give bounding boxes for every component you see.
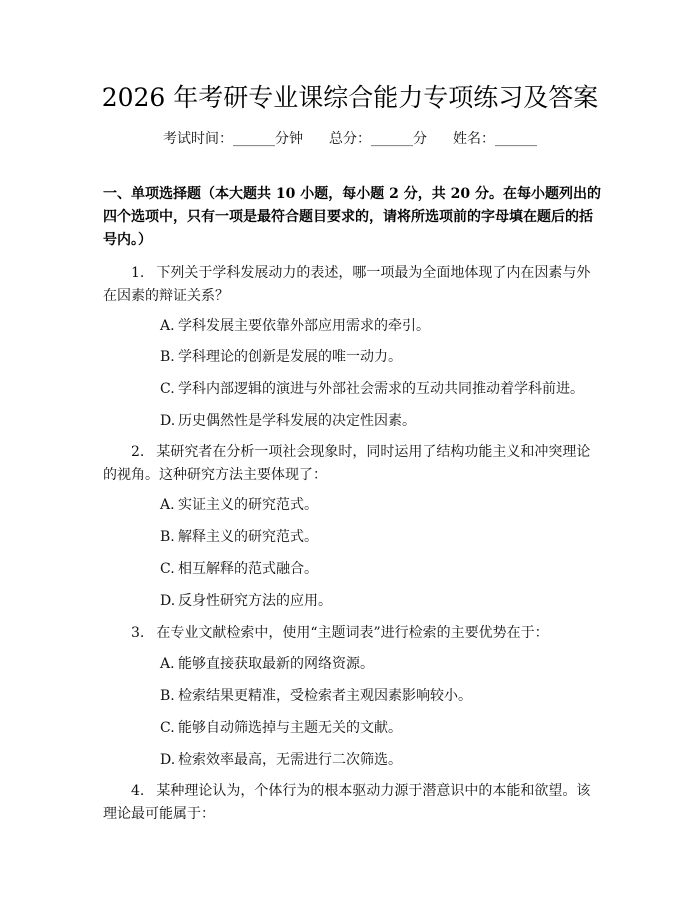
- question-stem-3: [103, 622, 603, 645]
- option-1a: [160, 316, 610, 336]
- option-text: 检索结果更精准，受检索者主观因素影响较小。: [178, 688, 472, 704]
- total-score-field: 总分：______分: [329, 131, 427, 147]
- question-number: 2.: [131, 444, 145, 460]
- option-letter: D.: [160, 413, 176, 429]
- option-text: 能够直接获取最新的网络资源。: [178, 656, 374, 672]
- option-letter: A.: [160, 497, 175, 513]
- option-letter: A.: [160, 318, 175, 334]
- option-text: 学科理论的创新是发展的唯一动力。: [178, 349, 402, 365]
- option-3c: [160, 718, 610, 738]
- option-text: 反身性研究方法的应用。: [178, 593, 332, 609]
- option-letter: B.: [160, 688, 175, 704]
- option-2b: [160, 527, 610, 547]
- question-stem-4: [103, 780, 603, 826]
- option-3a: [160, 654, 610, 674]
- page-title: 2026 年考研专业课综合能力专项练习及答案: [101, 83, 599, 112]
- option-letter: C.: [160, 381, 175, 397]
- option-3d: [160, 750, 610, 770]
- option-text: 解释主义的研究范式。: [178, 529, 318, 545]
- question-text: 在专业文献检索中，使用“主题词表”进行检索的主要优势在于：: [156, 625, 549, 641]
- question-number: 3.: [131, 625, 145, 641]
- option-text: 学科发展主要依靠外部应用需求的牵引。: [178, 318, 430, 334]
- option-2a: [160, 495, 610, 515]
- question-text: 某研究者在分析一项社会现象时，同时运用了结构功能主义和冲突理论的视角。这种研究方法主要体现了：: [103, 444, 591, 483]
- option-3b: [160, 686, 610, 706]
- exam-info-line: [0, 128, 700, 150]
- option-letter: D.: [160, 752, 176, 768]
- question-number: 4.: [131, 783, 145, 799]
- option-letter: C.: [160, 561, 175, 577]
- option-letter: B.: [160, 529, 175, 545]
- option-letter: A.: [160, 656, 175, 672]
- option-letter: D.: [160, 593, 176, 609]
- option-1c: [160, 379, 610, 399]
- question-number: 1.: [131, 265, 145, 281]
- option-1d: [160, 411, 610, 431]
- question-text: 某种理论认为，个体行为的根本驱动力源于潜意识中的本能和欲望。该理论最可能属于：: [103, 783, 591, 822]
- option-text: 相互解释的范式融合。: [178, 561, 318, 577]
- option-text: 历史偶然性是学科发展的决定性因素。: [178, 413, 416, 429]
- option-text: 检索效率最高，无需进行二次筛选。: [178, 752, 402, 768]
- option-text: 能够自动筛选掉与主题无关的文献。: [178, 720, 402, 736]
- option-2c: [160, 559, 610, 579]
- question-text: 下列关于学科发展动力的表述，哪一项最为全面地体现了内在因素与外在因素的辩证关系？: [103, 265, 591, 304]
- option-letter: C.: [160, 720, 175, 736]
- option-text: 学科内部逻辑的演进与外部社会需求的互动共同推动着学科前进。: [178, 381, 584, 397]
- option-2d: [160, 591, 610, 611]
- question-stem-1: [103, 262, 603, 308]
- exam-time-field: 考试时间：______分钟: [163, 131, 303, 147]
- question-stem-2: [103, 441, 603, 487]
- option-1b: [160, 347, 610, 367]
- option-text: 实证主义的研究范式。: [178, 497, 318, 513]
- section-heading: 一、单项选择题（本大题共 10 小题，每小题 2 分，共 20 分。在每小题列出的四个选项中，只有一项是最符合题目要求的，请将所选项前的字母填在题后的括号内。）: [103, 186, 601, 248]
- name-field: 姓名：______: [453, 131, 537, 147]
- option-letter: B.: [160, 349, 175, 365]
